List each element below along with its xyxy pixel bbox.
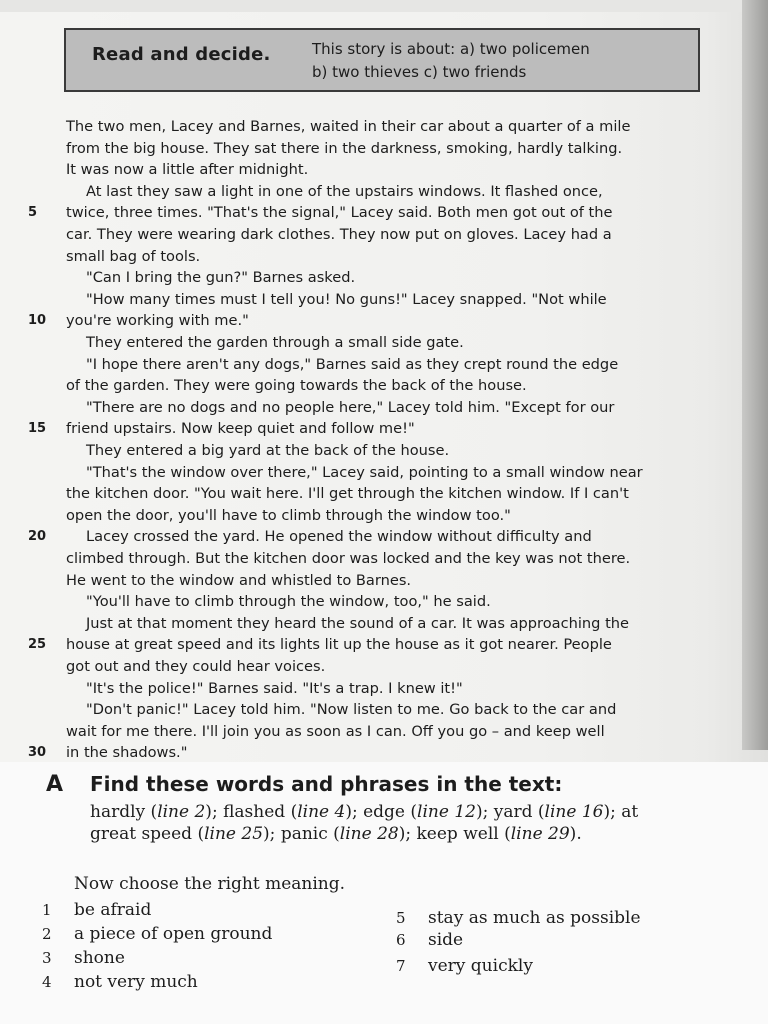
line-reference: line 16 [544, 802, 604, 822]
option-number: 3 [42, 949, 52, 967]
story-line: open the door, you'll have to climb through the window too." [66, 506, 511, 524]
line-reference: line 4 [297, 802, 346, 822]
target-word: keep well [416, 824, 499, 844]
option-text: not very much [74, 972, 198, 992]
target-word: edge [363, 802, 405, 822]
story-line: "Can I bring the gun?" Barnes asked. [86, 269, 356, 287]
book-gutter-shadow [742, 0, 768, 750]
story-line: Just at that moment they heard the sound of a car. It was approaching the [86, 614, 630, 632]
story-line: "That's the window over there," Lacey said, pointing to a small window near [86, 463, 643, 481]
choose-prompt: Now choose the right meaning. [74, 874, 346, 894]
line-reference: line 29 [510, 824, 570, 844]
exercise-a [0, 762, 768, 1024]
story-line: house at great speed and its lights lit up the house as it got nearer. People [66, 636, 612, 654]
target-word: panic [280, 824, 328, 844]
option-text: side [428, 930, 464, 950]
target-word: yard [493, 802, 533, 822]
task-box [64, 28, 700, 92]
target-word: at [621, 802, 639, 822]
option-text: a piece of open ground [74, 924, 273, 944]
option-number: 6 [396, 931, 406, 949]
story-line: small bag of tools. [66, 247, 201, 265]
option-text: very quickly [428, 956, 533, 976]
story-line: At last they saw a light in one of the upstairs windows. It flashed once, [86, 182, 603, 200]
story-line: "Don't panic!" Lacey told him. "Now listen to me. Go back to the car and [86, 701, 617, 719]
task-box-title: Read and decide. [92, 44, 271, 65]
story-line: of the garden. They were going towards the back of the house. [66, 377, 527, 395]
line-number: 30 [28, 745, 47, 761]
line-number: 5 [28, 205, 38, 221]
line-number: 20 [28, 529, 47, 545]
story-line: climbed through. But the kitchen door was locked and the key was not there. [66, 550, 631, 567]
line-reference: line 2 [157, 802, 206, 822]
story-line: He went to the window and whistled to Barnes. [66, 571, 412, 589]
story-line: The two men, Lacey and Barnes, waited in their car about a quarter of a mile [66, 118, 631, 135]
line-number: 15 [28, 421, 47, 437]
story-line: you're working with me." [66, 312, 249, 330]
story-line: wait for me there. I'll join you as soon as I can. Off you go – and keep well [66, 722, 605, 740]
story-line: "You'll have to climb through the window, too," he said. [86, 593, 491, 611]
story-line: from the big house. They sat there in the darkness, smoking, hardly talking. [66, 139, 623, 157]
story-line: "How many times must I tell you! No guns!" Lacey snapped. "Not while [86, 290, 607, 308]
page-top-edge [0, 0, 768, 12]
line-number: 25 [28, 637, 47, 653]
option-text: be afraid [74, 900, 152, 920]
story-line: "I hope there aren't any dogs," Barnes said as they crept round the edge [86, 355, 619, 373]
story-line: friend upstairs. Now keep quiet and follow me!" [66, 420, 415, 438]
line-number: 10 [28, 313, 47, 329]
story-line: twice, three times. "That's the signal," Lacey said. Both men got out of the [66, 204, 613, 222]
option-number: 7 [396, 957, 406, 975]
story-line: They entered a big yard at the back of the house. [86, 442, 450, 459]
story-line: in the shadows." [66, 744, 188, 762]
line-reference: line 25 [204, 824, 264, 844]
line-reference: line 28 [339, 824, 399, 844]
option-number: 1 [42, 901, 52, 919]
exercise-title: Find these words and phrases in the text: [90, 772, 563, 796]
option-number: 5 [396, 909, 406, 927]
story-line: They entered the garden through a small side gate. [86, 334, 464, 351]
target-word: flashed [223, 802, 286, 822]
word-list-line-2: great speed (line 25); panic (line 28); keep well (line 29). [90, 824, 582, 844]
target-word: great speed [90, 824, 193, 844]
option-text: stay as much as possible [428, 908, 641, 928]
option-text: shone [74, 948, 125, 968]
story-line: It was now a little after midnight. [66, 161, 309, 179]
target-word: hardly [90, 802, 146, 822]
story-line: car. They were wearing dark clothes. They now put on gloves. Lacey had a [66, 226, 612, 243]
story-line: "It's the police!" Barnes said. "It's a trap. I knew it!" [86, 679, 463, 697]
task-box-line-1: This story is about: a) two policemen [312, 40, 590, 58]
story-line: got out and they could hear voices. [66, 658, 326, 675]
option-number: 4 [42, 973, 52, 991]
option-number: 2 [42, 925, 52, 943]
line-reference: line 12 [417, 802, 476, 822]
exercise-letter: A [46, 772, 64, 797]
story-line: the kitchen door. "You wait here. I'll get through the kitchen window. If I can't [66, 485, 629, 503]
story-line: Lacey crossed the yard. He opened the window without difficulty and [86, 528, 592, 546]
story-line: "There are no dogs and no people here," Lacey told him. "Except for our [86, 398, 615, 416]
task-box-line-2: b) two thieves c) two friends [312, 63, 527, 81]
word-list-line-1: hardly (line 2); flashed (line 4); edge (line 12); yard (line 16); at [90, 802, 639, 822]
